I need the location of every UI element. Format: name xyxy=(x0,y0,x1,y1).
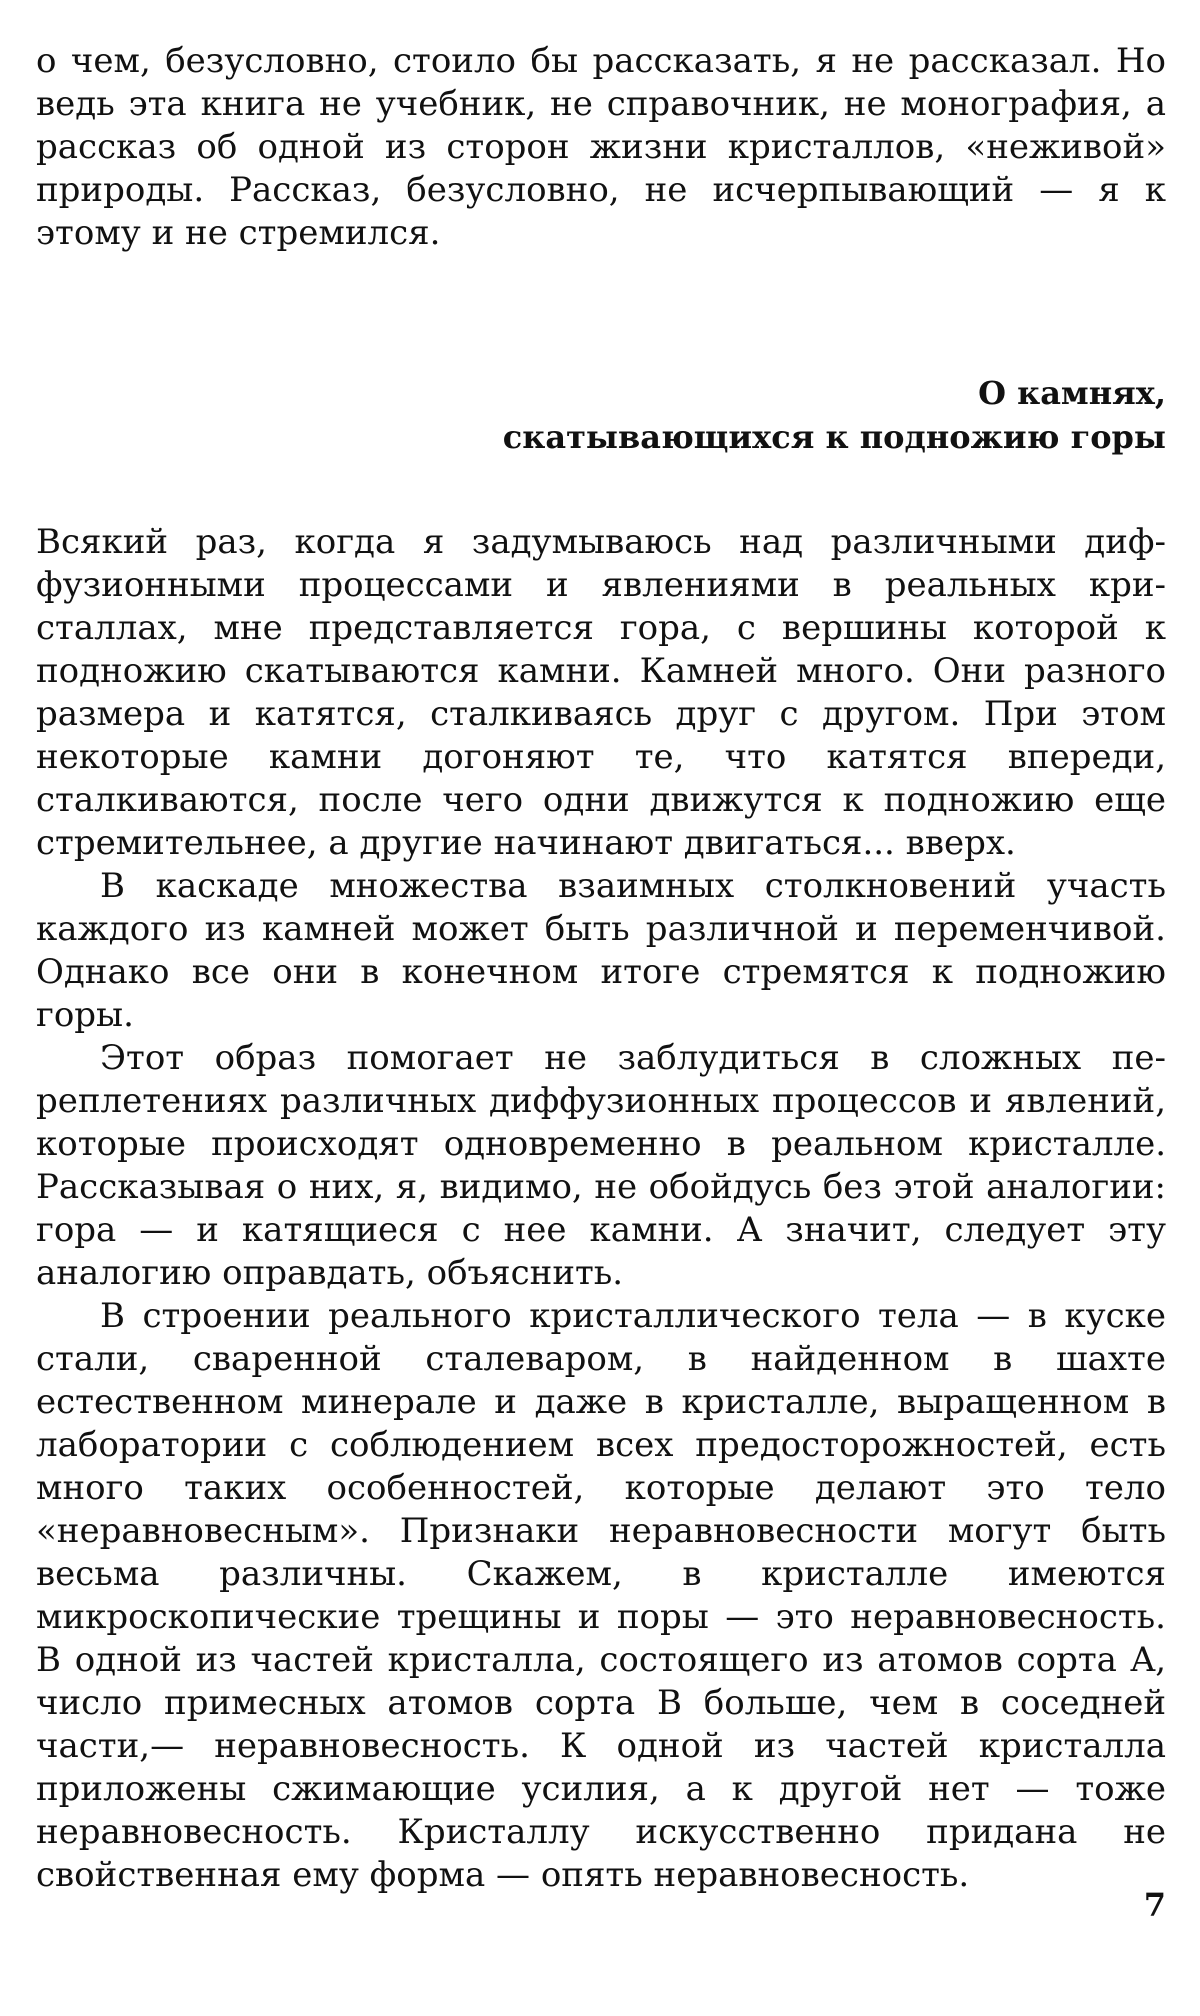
page-number: 7 xyxy=(1143,1886,1166,1924)
body-paragraph-4: В строении реального кристаллического тела — в куске стали, сваренной сталеваром, в найденном в шахте естественном минерале и даже в кристалле, выращенном в лаборатории с соблюдением всех предосторожностей, есть много таких особенностей, которые делают это тело «неравновесным». Признаки неравновесности могут быть весьма различны. Скажем, в кристалле имеются микроскопические трещины и поры — это неравновесность. В одной из частей кристалла, состоящего из атомов сорта A, число примесных атомов сорта B больше, чем в соседней части,— неравновесность. К одной из частей кристалла приложены сжимающие усилия, а к другой нет — тоже неравновесность. Кристаллу искусственно придана не свойственная ему форма — опять неравновесность. xyxy=(36,1296,1166,1895)
body-paragraph-1: Всякий раз, когда я задумываюсь над различными диффузионными процессами и явлениями в реальных кристаллах, мне представляется гора, с вершины которой к подножию скатываются камни. Камней много. Они разного размера и катятся, сталкиваясь друг с другом. При этом некоторые камни догоняют те, что катятся впереди, сталкиваются, после чего одни движутся к подножию еще стремительнее, а другие начинают двигаться... вверх. xyxy=(36,522,1166,863)
page-content xyxy=(36,40,1166,1897)
section-heading xyxy=(36,371,1166,459)
heading-line-1: О камнях, xyxy=(978,374,1166,412)
body-paragraph-2: В каскаде множества взаимных столкновений участь каждого из камней может быть различной и переменчивой. Однако все они в конечном итоге стремятся к подножию горы. xyxy=(36,866,1166,1035)
intro-paragraph: о чем, безусловно, стоило бы рассказать, я не рассказал. Но ведь эта книга не учебник, не справочник, не монография, а рассказ об одной из сторон жизни кристаллов, «неживой» природы. Рассказ, безусловно, не исчерпывающий — я к этому и не стремился. xyxy=(36,41,1166,253)
heading-line-2: скатывающихся к подножию горы xyxy=(502,418,1166,456)
body-paragraph-3: Этот образ помогает не заблудиться в сложных переплетениях различных диффузионных процессов и явлений, которые происходят одновременно в реальном кристалле. Рассказывая о них, я, видимо, не обойдусь без этой аналогии: гора — и катящиеся с нее камни. А значит, следует эту аналогию оправдать, объяснить. xyxy=(36,1038,1166,1293)
